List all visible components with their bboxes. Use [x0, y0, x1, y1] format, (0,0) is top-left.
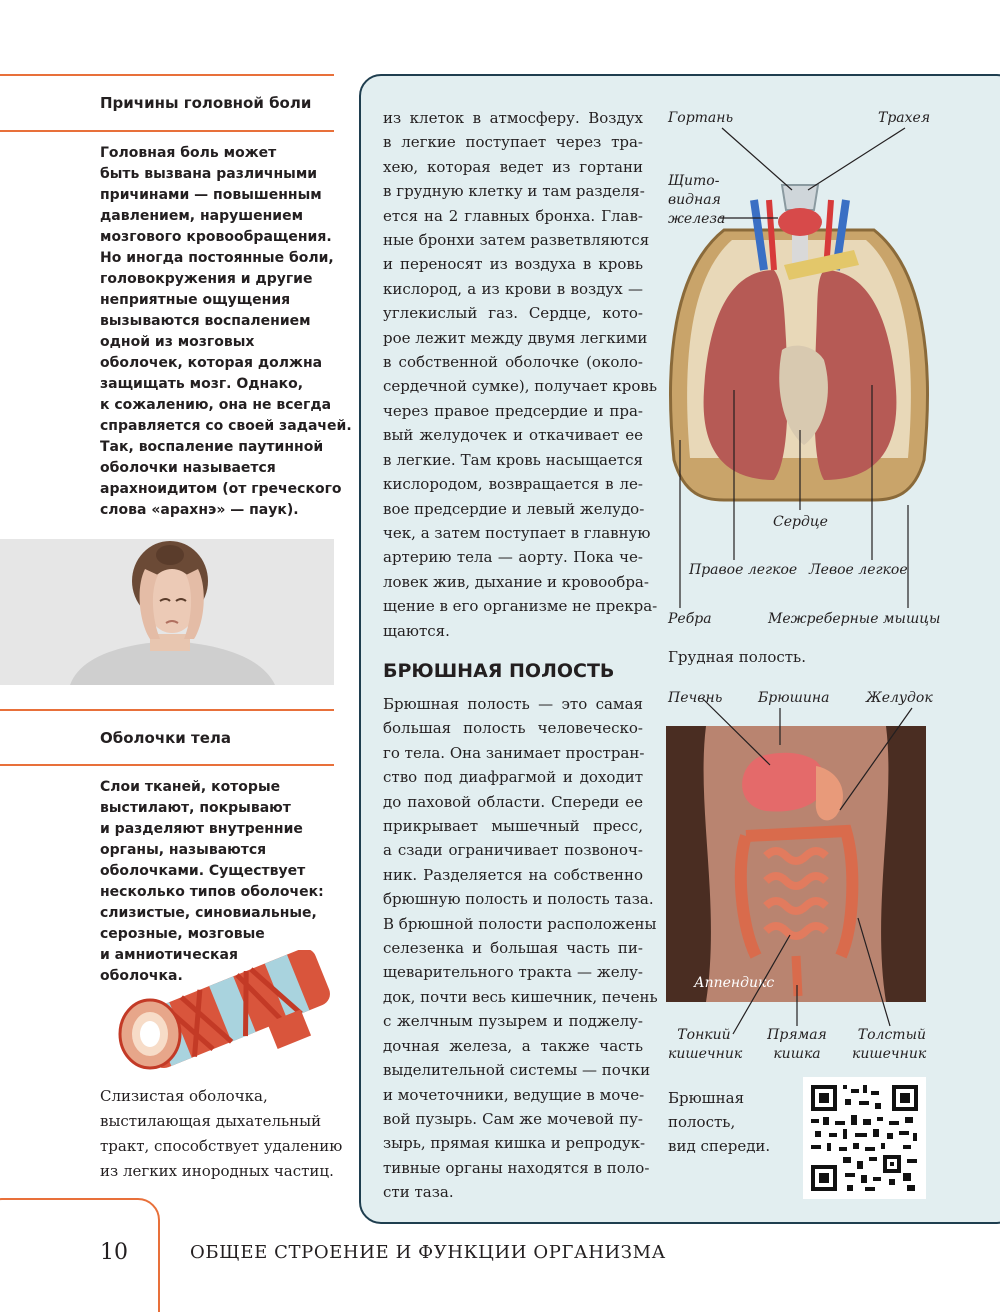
label-liver: Печень [668, 690, 723, 706]
label-heart: Сердце [773, 514, 828, 530]
label-larynx: Гортань [668, 110, 734, 126]
label-ribs: Ребра [668, 611, 712, 627]
page-number: 10 [100, 1240, 128, 1265]
qr-code[interactable] [803, 1077, 926, 1199]
label-thyroid: Щито- видная железа [668, 173, 726, 227]
label-right-lung: Правое легкое [689, 562, 798, 578]
abdomen-caption: Брюшная полость, вид спереди. [668, 1089, 771, 1155]
chest-caption: Грудная полость. [668, 648, 806, 666]
respiration-text: из клеток в атмосферу. Воздух в легкие поступает через тра- хею, которая ведет из гортани в грудную клетку и там разделя- ется на 2 главных бронха. Глав- ные бронхи затем разветвляются и переносят из воздуха в кровь кислород, а из крови в воздух — углекислый газ. Сердце, кото- рое лежит между двумя легкими в собственной оболочке (около- сердечной сумке), получает кровь через правое предсердие и пра- вый желудочек и откачивает ее в легкие. Там кровь насыщается кислородом, возвращается в ле- вое предсердие и левый желудо- чек, а затем поступает в главную артерию тела — аорту. Пока че- ловек жив, дыхание и кровообра- щение в его организме не прекра- щаются. [383, 109, 658, 640]
label-trachea: Трахея [878, 110, 931, 126]
mucous-tube-illustration [110, 950, 340, 1075]
headache-title-rule [0, 130, 334, 132]
mucous-caption: Слизистая оболочка, выстилающая дыхательный тракт, способствует удалению из легких инородных частиц. [100, 1087, 343, 1180]
label-small-intestine: Тонкий кишечник [668, 1027, 743, 1062]
label-appendix: Аппендикс [694, 975, 775, 991]
membranes-top-rule [0, 709, 334, 711]
label-large-intestine: Толстый кишечник [852, 1027, 927, 1062]
label-intercostal: Межреберные мышцы [768, 611, 941, 627]
abdomen-illustration [666, 726, 926, 1002]
headache-text: Головная боль может быть вызвана различными причинами — повышенным давлением, нарушением мозгового кровообращения. Но иногда постоянные боли, головокружения и другие неприятные ощущения вызываются воспалением одной из мозговых оболочек, которая должна защищать мозг. Однако, к сожалению, она не всегда справляется со своей задачей. Так, воспаление паутинной оболочки называется арахноидитом (от греческого слова «арахнэ» — паук). [100, 145, 352, 518]
sidebar-top-rule [0, 74, 334, 76]
membranes-title: Оболочки тела [100, 729, 232, 747]
abdomen-heading: БРЮШНАЯ ПОЛОСТЬ [383, 660, 615, 682]
label-stomach: Желудок [866, 690, 933, 706]
membranes-text: Слои тканей, которые выстилают, покрывают и разделяют внутренние органы, называются оболочками. Существует несколько типов оболочек: слизистые, синовиальные, серозные, мозговые и амниотическая оболочка. [100, 779, 324, 984]
membranes-title-rule [0, 764, 334, 766]
label-left-lung: Левое легкое [809, 562, 908, 578]
label-peritoneum: Брюшина [758, 690, 830, 706]
headache-photo [0, 539, 334, 685]
headache-title: Причины головной боли [100, 94, 312, 112]
footer-page-box [0, 1198, 160, 1312]
running-head: ОБЩЕЕ СТРОЕНИЕ И ФУНКЦИИ ОРГАНИЗМА [190, 1242, 666, 1263]
abdomen-text: Брюшная полость — это самая большая полость человеческо- го тела. Она занимает простран- ство под диафрагмой и доходит до паховой области. Спереди ее прикрывает мышечный пресс, а сзади ограничивает позвоноч- ник. Разделяется на собственно брюшную полость и полость таза. В брюшной полости расположены селезенка и большая часть пи- щеварительного тракта — желу- док, почти весь кишечник, печень с желчным пузырем и поджелу- дочная железа, а также часть выделительной системы — почки и мочеточники, ведущие в моче- вой пузырь. Сам же мочевой пу- зырь, прямая кишка и репродук- тивные органы находятся в поло- сти таза. [383, 695, 658, 1202]
label-rectum: Прямая кишка [767, 1027, 827, 1062]
